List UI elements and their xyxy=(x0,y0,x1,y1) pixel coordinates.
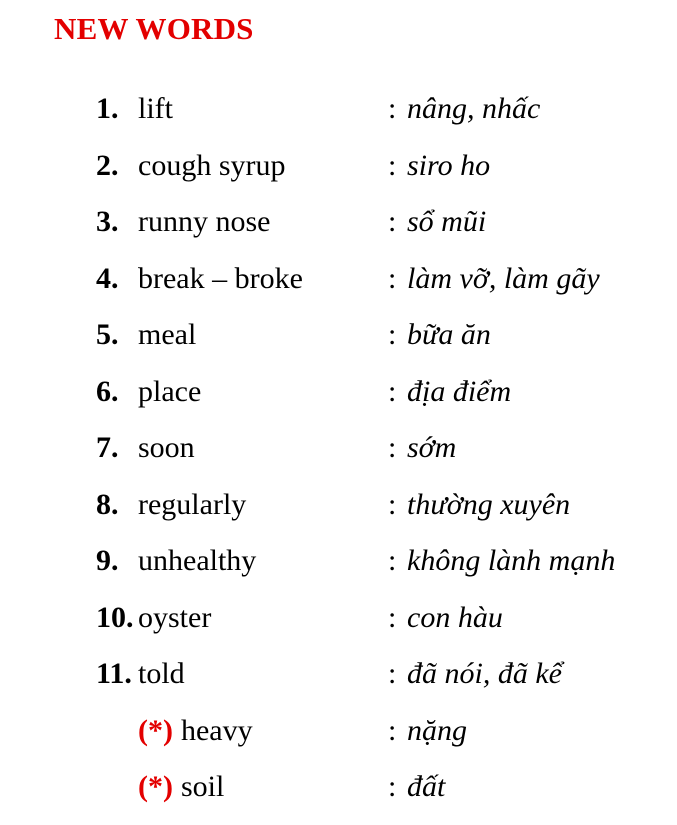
english-term: unhealthy xyxy=(138,544,257,577)
english-term: meal xyxy=(138,318,197,351)
separator-colon: : xyxy=(388,600,397,634)
separator-colon: : xyxy=(388,487,397,521)
vocab-row xyxy=(0,259,677,316)
separator-colon: : xyxy=(388,657,397,690)
english-term: oyster xyxy=(138,600,212,634)
extra-vocab-row xyxy=(0,711,677,768)
vocabulary-list xyxy=(0,89,677,824)
asterisk-marker: (*) xyxy=(138,770,173,803)
vocab-row xyxy=(0,372,677,429)
separator-colon: : xyxy=(388,431,397,464)
vocab-row xyxy=(0,598,677,655)
item-number: 3. xyxy=(96,205,119,238)
item-number: 1. xyxy=(96,92,119,125)
vocab-row xyxy=(0,315,677,372)
vietnamese-meaning: sổ mũi xyxy=(407,205,487,238)
vietnamese-meaning: làm vỡ, làm gãy xyxy=(407,261,600,295)
vietnamese-meaning: bữa ăn xyxy=(407,318,491,351)
vietnamese-meaning: đã nói, đã kể xyxy=(407,657,562,690)
english-term: break – broke xyxy=(138,261,303,295)
vietnamese-meaning: siro ho xyxy=(407,148,491,182)
vocab-row xyxy=(0,485,677,542)
separator-colon: : xyxy=(388,261,397,295)
english-term: lift xyxy=(138,92,173,125)
separator-colon: : xyxy=(388,713,397,747)
vietnamese-meaning: thường xuyên xyxy=(407,487,571,521)
vocab-row xyxy=(0,89,677,146)
extra-term-wrapper xyxy=(138,711,253,751)
extra-term-wrapper xyxy=(138,767,224,807)
asterisk-marker: (*) xyxy=(138,713,173,747)
english-term: told xyxy=(138,657,185,690)
item-number: 11. xyxy=(96,657,132,690)
vietnamese-meaning: đất xyxy=(407,770,446,803)
vietnamese-meaning: sớm xyxy=(407,431,457,464)
vietnamese-meaning: địa điểm xyxy=(407,374,512,408)
vocab-row xyxy=(0,541,677,598)
vietnamese-meaning: nâng, nhấc xyxy=(407,92,541,125)
english-term: place xyxy=(138,374,202,408)
separator-colon: : xyxy=(388,148,397,182)
separator-colon: : xyxy=(388,374,397,408)
item-number: 10. xyxy=(96,600,134,634)
item-number: 8. xyxy=(96,487,119,521)
separator-colon: : xyxy=(388,770,397,803)
english-term: soon xyxy=(138,431,195,464)
item-number: 7. xyxy=(96,431,119,464)
item-number: 2. xyxy=(96,148,119,182)
english-term: regularly xyxy=(138,487,247,521)
item-number: 4. xyxy=(96,261,119,295)
english-term: soil xyxy=(180,770,225,803)
item-number: 9. xyxy=(96,544,119,577)
english-term: cough syrup xyxy=(138,148,286,182)
separator-colon: : xyxy=(388,544,397,577)
vietnamese-meaning: không lành mạnh xyxy=(407,544,616,577)
page-title: NEW WORDS xyxy=(54,11,254,46)
extra-vocab-row xyxy=(0,767,677,824)
separator-colon: : xyxy=(388,205,397,238)
vocab-row xyxy=(0,654,677,711)
vietnamese-meaning: nặng xyxy=(407,713,467,747)
separator-colon: : xyxy=(388,92,397,125)
english-term: runny nose xyxy=(138,205,271,238)
vietnamese-meaning: con hàu xyxy=(407,600,503,634)
vocab-row xyxy=(0,202,677,259)
vocab-row xyxy=(0,146,677,203)
english-term: heavy xyxy=(180,713,253,747)
item-number: 6. xyxy=(96,374,119,408)
vocab-row xyxy=(0,428,677,485)
separator-colon: : xyxy=(388,318,397,351)
item-number: 5. xyxy=(96,318,119,351)
